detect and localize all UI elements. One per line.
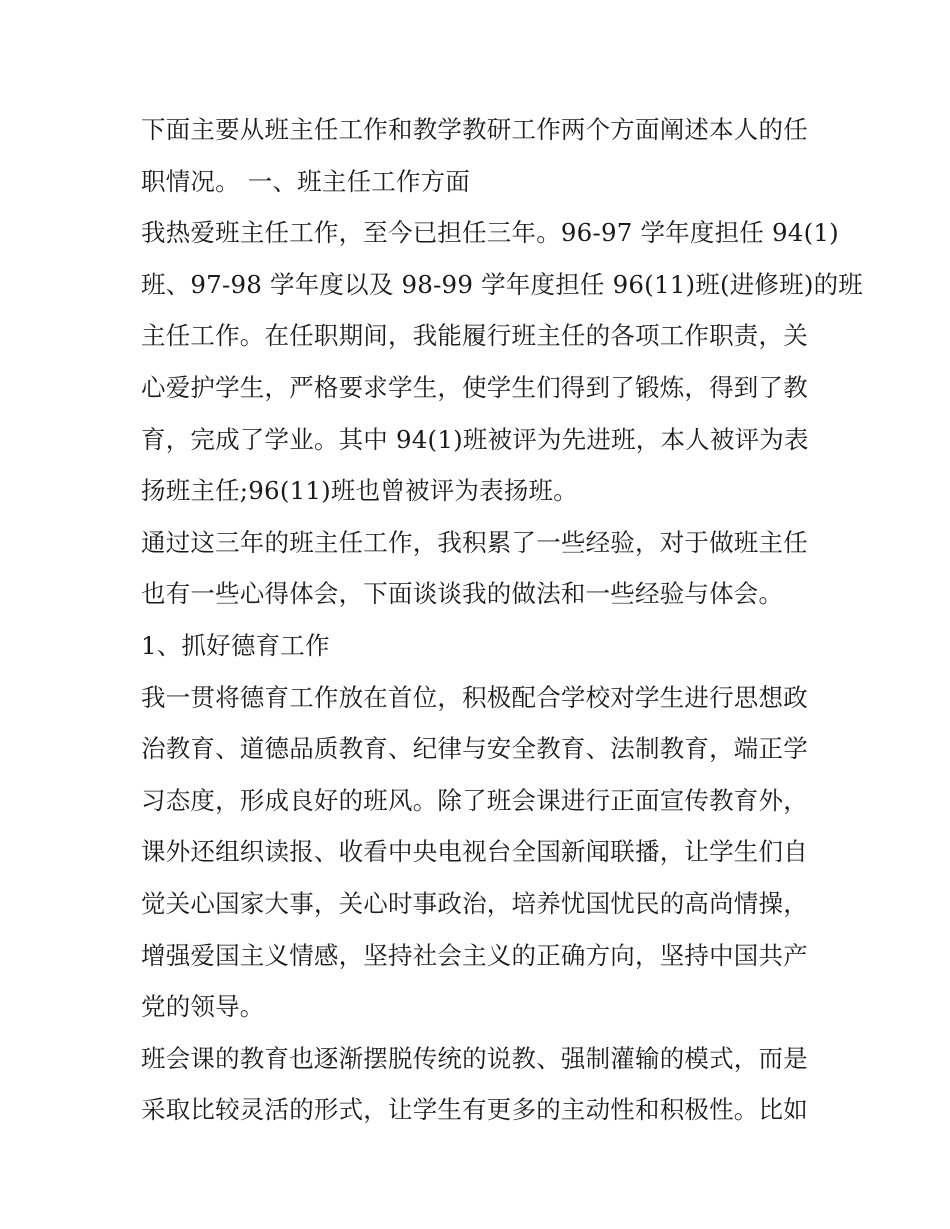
text-line: 育，完成了学业。其中 94(1)班被评为先进班，本人被评为表	[141, 424, 809, 454]
text-line: 通过这三年的班主任工作，我积累了一些经验，对于做班主任	[141, 527, 808, 557]
text-line: 也有一些心得体会，下面谈谈我的做法和一些经验与体会。	[141, 579, 784, 609]
section-heading-line: 职情况。 一、班主任工作方面	[141, 166, 471, 196]
text-line: 治教育、道德品质教育、纪律与安全教育、法制教育，端正学	[141, 734, 808, 764]
text-line: 采取比较灵活的形式，让学生有更多的主动性和积极性。比如	[141, 1095, 808, 1125]
text-line: 班、97-98 学年度以及 98-99 学年度担任 96(11)班(进修班)的班	[141, 269, 863, 299]
text-line: 主任工作。在任职期间，我能履行班主任的各项工作职责，关	[141, 321, 808, 351]
text-line: 党的领导。	[141, 992, 265, 1022]
text-line: 下面主要从班主任工作和教学教研工作两个方面阐述本人的任	[141, 115, 808, 144]
text-line: 觉关心国家大事，关心时事政治，培养忧国忧民的高尚情操，	[141, 888, 808, 918]
text-line: 我热爱班主任工作，至今已担任三年。96-97 学年度担任 94(1)	[141, 218, 839, 248]
text-line: 扬班主任;96(11)班也曾被评为表扬班。	[141, 476, 578, 506]
text-line: 班会课的教育也逐渐摆脱传统的说教、强制灌输的模式，而是	[141, 1043, 808, 1073]
text-line: 我一贯将德育工作放在首位，积极配合学校对学生进行思想政	[141, 682, 808, 712]
subsection-heading: 1、抓好德育工作	[141, 630, 330, 660]
text-line: 习态度，形成良好的班风。除了班会课进行正面宣传教育外，	[141, 785, 808, 815]
text-line: 增强爱国主义情感，坚持社会主义的正确方向，坚持中国共产	[141, 940, 808, 970]
document-body	[141, 104, 863, 1136]
text-line: 课外还组织读报、收看中央电视台全国新闻联播，让学生们自	[141, 837, 808, 867]
text-line: 心爱护学生，严格要求学生，使学生们得到了锻炼，得到了教	[141, 372, 808, 402]
